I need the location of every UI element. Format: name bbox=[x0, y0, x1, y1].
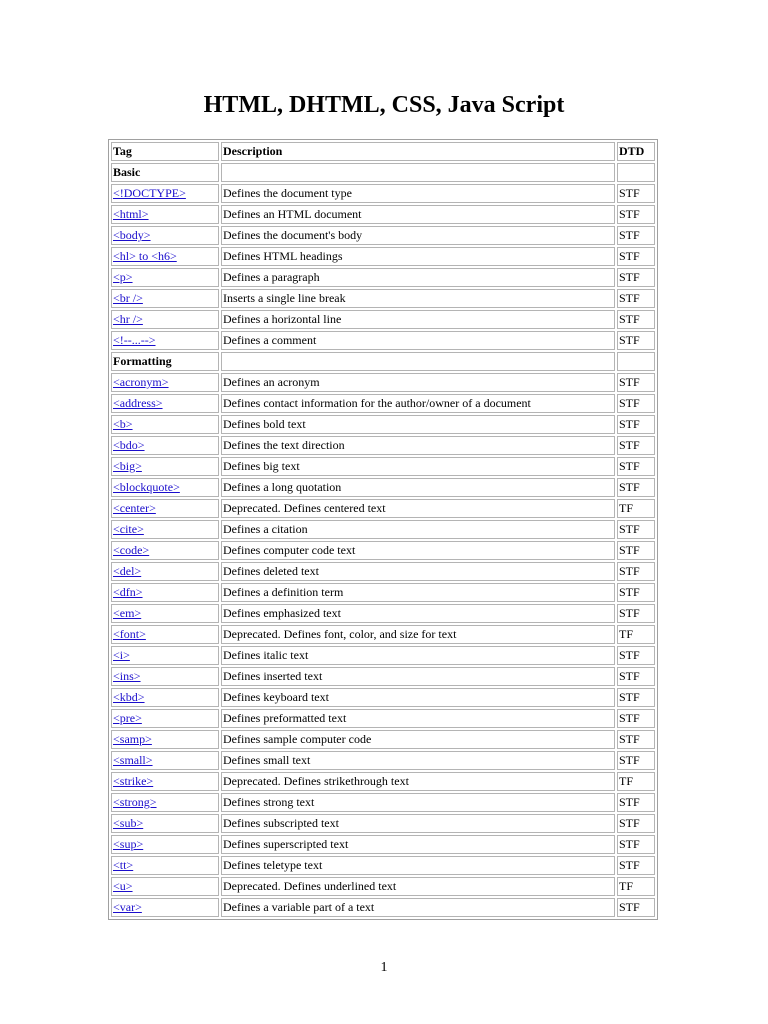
table-row bbox=[111, 520, 655, 539]
dtd-cell: STF bbox=[617, 184, 655, 203]
tag-link[interactable]: <kbd> bbox=[113, 690, 145, 704]
table-row bbox=[111, 604, 655, 623]
description-cell: Defines teletype text bbox=[221, 856, 615, 875]
description-cell: Defines strong text bbox=[221, 793, 615, 812]
tag-cell bbox=[111, 793, 219, 812]
tag-link[interactable]: <dfn> bbox=[113, 585, 143, 599]
description-cell: Deprecated. Defines font, color, and size for text bbox=[221, 625, 615, 644]
table-row bbox=[111, 835, 655, 854]
table-body bbox=[111, 142, 655, 917]
tag-cell bbox=[111, 205, 219, 224]
dtd-cell: STF bbox=[617, 457, 655, 476]
tag-link[interactable]: <body> bbox=[113, 228, 151, 242]
description-cell: Defines big text bbox=[221, 457, 615, 476]
dtd-cell: STF bbox=[617, 205, 655, 224]
table-row bbox=[111, 625, 655, 644]
tag-cell bbox=[111, 772, 219, 791]
description-cell: Defines a citation bbox=[221, 520, 615, 539]
tag-link[interactable]: <hl> to <h6> bbox=[113, 249, 177, 263]
tag-cell bbox=[111, 835, 219, 854]
description-cell: Defines a definition term bbox=[221, 583, 615, 602]
dtd-cell: STF bbox=[617, 520, 655, 539]
table-row bbox=[111, 184, 655, 203]
section-row bbox=[111, 352, 655, 371]
dtd-cell: STF bbox=[617, 835, 655, 854]
table-header-row bbox=[111, 142, 655, 161]
dtd-cell: TF bbox=[617, 625, 655, 644]
header-description: Description bbox=[221, 142, 615, 161]
tag-cell bbox=[111, 289, 219, 308]
dtd-cell: STF bbox=[617, 310, 655, 329]
section-heading: Formatting bbox=[111, 352, 219, 371]
tag-link[interactable]: <acronym> bbox=[113, 375, 169, 389]
tag-link[interactable]: <tt> bbox=[113, 858, 134, 872]
table-row bbox=[111, 562, 655, 581]
table-row bbox=[111, 247, 655, 266]
tag-cell bbox=[111, 331, 219, 350]
dtd-cell: STF bbox=[617, 751, 655, 770]
tag-link[interactable]: <code> bbox=[113, 543, 150, 557]
tag-cell bbox=[111, 604, 219, 623]
tag-link[interactable]: <hr /> bbox=[113, 312, 143, 326]
table-row bbox=[111, 793, 655, 812]
description-cell: Defines deleted text bbox=[221, 562, 615, 581]
dtd-cell: STF bbox=[617, 646, 655, 665]
dtd-cell: STF bbox=[617, 667, 655, 686]
table-row bbox=[111, 709, 655, 728]
description-cell: Defines HTML headings bbox=[221, 247, 615, 266]
tag-cell bbox=[111, 436, 219, 455]
description-cell: Defines the text direction bbox=[221, 436, 615, 455]
table-row bbox=[111, 226, 655, 245]
description-cell: Defines superscripted text bbox=[221, 835, 615, 854]
tag-cell bbox=[111, 394, 219, 413]
description-cell bbox=[221, 352, 615, 371]
tag-cell bbox=[111, 457, 219, 476]
tag-cell bbox=[111, 310, 219, 329]
description-cell: Inserts a single line break bbox=[221, 289, 615, 308]
dtd-cell: STF bbox=[617, 436, 655, 455]
tag-cell bbox=[111, 688, 219, 707]
tag-link[interactable]: <cite> bbox=[113, 522, 144, 536]
description-cell: Defines inserted text bbox=[221, 667, 615, 686]
tag-cell bbox=[111, 877, 219, 896]
tag-link[interactable]: <font> bbox=[113, 627, 146, 641]
tag-cell bbox=[111, 520, 219, 539]
tag-cell bbox=[111, 499, 219, 518]
tag-link[interactable]: <sub> bbox=[113, 816, 144, 830]
tag-cell bbox=[111, 625, 219, 644]
description-cell: Defines the document type bbox=[221, 184, 615, 203]
dtd-cell: STF bbox=[617, 814, 655, 833]
description-cell: Defines subscripted text bbox=[221, 814, 615, 833]
tag-cell bbox=[111, 184, 219, 203]
tag-link[interactable]: <!DOCTYPE> bbox=[113, 186, 186, 200]
table-row bbox=[111, 877, 655, 896]
description-cell: Defines small text bbox=[221, 751, 615, 770]
table-row bbox=[111, 268, 655, 287]
tag-link[interactable]: <html> bbox=[113, 207, 149, 221]
description-cell: Defines preformatted text bbox=[221, 709, 615, 728]
dtd-cell: STF bbox=[617, 331, 655, 350]
table-row bbox=[111, 751, 655, 770]
tag-link[interactable]: <em> bbox=[113, 606, 142, 620]
description-cell: Defines the document's body bbox=[221, 226, 615, 245]
tag-link[interactable]: <ins> bbox=[113, 669, 141, 683]
tag-link[interactable]: <del> bbox=[113, 564, 142, 578]
table-row bbox=[111, 646, 655, 665]
dtd-cell: STF bbox=[617, 289, 655, 308]
dtd-cell bbox=[617, 352, 655, 371]
tag-cell bbox=[111, 583, 219, 602]
dtd-cell: STF bbox=[617, 709, 655, 728]
tag-link[interactable]: <samp> bbox=[113, 732, 152, 746]
table-row bbox=[111, 394, 655, 413]
tag-link[interactable]: <big> bbox=[113, 459, 142, 473]
tag-cell bbox=[111, 247, 219, 266]
tag-reference-table bbox=[108, 139, 658, 920]
dtd-cell bbox=[617, 163, 655, 182]
table-row bbox=[111, 478, 655, 497]
table-row bbox=[111, 205, 655, 224]
tag-cell bbox=[111, 709, 219, 728]
table-row bbox=[111, 289, 655, 308]
tag-link[interactable]: <strike> bbox=[113, 774, 154, 788]
tag-link[interactable]: <strong> bbox=[113, 795, 157, 809]
tag-link[interactable]: <address> bbox=[113, 396, 163, 410]
description-cell: Defines italic text bbox=[221, 646, 615, 665]
tag-link[interactable]: <u> bbox=[113, 879, 133, 893]
dtd-cell: STF bbox=[617, 688, 655, 707]
header-dtd: DTD bbox=[617, 142, 655, 161]
table-row bbox=[111, 436, 655, 455]
dtd-cell: STF bbox=[617, 415, 655, 434]
table-row bbox=[111, 310, 655, 329]
description-cell: Defines sample computer code bbox=[221, 730, 615, 749]
tag-cell bbox=[111, 898, 219, 917]
tag-link[interactable]: <!--...--> bbox=[113, 333, 156, 347]
tag-cell bbox=[111, 226, 219, 245]
tag-cell bbox=[111, 814, 219, 833]
description-cell bbox=[221, 163, 615, 182]
table-row bbox=[111, 541, 655, 560]
table-row bbox=[111, 898, 655, 917]
tag-link[interactable]: <b> bbox=[113, 417, 133, 431]
description-cell: Defines computer code text bbox=[221, 541, 615, 560]
table-row bbox=[111, 688, 655, 707]
description-cell: Defines keyboard text bbox=[221, 688, 615, 707]
dtd-cell: TF bbox=[617, 499, 655, 518]
tag-cell bbox=[111, 667, 219, 686]
table-row bbox=[111, 856, 655, 875]
tag-cell bbox=[111, 268, 219, 287]
description-cell: Defines bold text bbox=[221, 415, 615, 434]
tag-cell bbox=[111, 541, 219, 560]
description-cell: Defines a paragraph bbox=[221, 268, 615, 287]
description-cell: Defines a comment bbox=[221, 331, 615, 350]
table-row bbox=[111, 814, 655, 833]
description-cell: Defines an acronym bbox=[221, 373, 615, 392]
tag-link[interactable]: <sup> bbox=[113, 837, 144, 851]
description-cell: Deprecated. Defines strikethrough text bbox=[221, 772, 615, 791]
table-row bbox=[111, 373, 655, 392]
dtd-cell: TF bbox=[617, 877, 655, 896]
tag-link[interactable]: <i> bbox=[113, 648, 130, 662]
tag-link[interactable]: <pre> bbox=[113, 711, 142, 725]
header-tag: Tag bbox=[111, 142, 219, 161]
tag-link[interactable]: <br /> bbox=[113, 291, 143, 305]
description-cell: Deprecated. Defines centered text bbox=[221, 499, 615, 518]
dtd-cell: STF bbox=[617, 268, 655, 287]
dtd-cell: STF bbox=[617, 226, 655, 245]
tag-cell bbox=[111, 730, 219, 749]
page-number: 1 bbox=[380, 960, 388, 975]
description-cell: Defines a horizontal line bbox=[221, 310, 615, 329]
dtd-cell: STF bbox=[617, 562, 655, 581]
tag-cell bbox=[111, 856, 219, 875]
page-title: HTML, DHTML, CSS, Java Script bbox=[203, 92, 565, 118]
tag-cell bbox=[111, 562, 219, 581]
tag-cell bbox=[111, 415, 219, 434]
tag-link[interactable]: <bdo> bbox=[113, 438, 145, 452]
description-cell: Deprecated. Defines underlined text bbox=[221, 877, 615, 896]
table-row bbox=[111, 331, 655, 350]
dtd-cell: STF bbox=[617, 856, 655, 875]
description-cell: Defines emphasized text bbox=[221, 604, 615, 623]
description-cell: Defines contact information for the author/owner of a document bbox=[221, 394, 615, 413]
table-row bbox=[111, 730, 655, 749]
tag-link[interactable]: <var> bbox=[113, 900, 142, 914]
dtd-cell: STF bbox=[617, 478, 655, 497]
table-row bbox=[111, 772, 655, 791]
table-row bbox=[111, 415, 655, 434]
dtd-cell: STF bbox=[617, 604, 655, 623]
tag-link[interactable]: <blockquote> bbox=[113, 480, 180, 494]
dtd-cell: STF bbox=[617, 247, 655, 266]
table-row bbox=[111, 457, 655, 476]
dtd-cell: STF bbox=[617, 373, 655, 392]
dtd-cell: STF bbox=[617, 541, 655, 560]
section-row bbox=[111, 163, 655, 182]
dtd-cell: TF bbox=[617, 772, 655, 791]
section-heading: Basic bbox=[111, 163, 219, 182]
tag-link[interactable]: <p> bbox=[113, 270, 133, 284]
table-row bbox=[111, 583, 655, 602]
table-row bbox=[111, 499, 655, 518]
tag-link[interactable]: <center> bbox=[113, 501, 156, 515]
dtd-cell: STF bbox=[617, 898, 655, 917]
tag-link[interactable]: <small> bbox=[113, 753, 153, 767]
description-cell: Defines a long quotation bbox=[221, 478, 615, 497]
dtd-cell: STF bbox=[617, 394, 655, 413]
dtd-cell: STF bbox=[617, 793, 655, 812]
description-cell: Defines a variable part of a text bbox=[221, 898, 615, 917]
tag-cell bbox=[111, 646, 219, 665]
tag-cell bbox=[111, 373, 219, 392]
dtd-cell: STF bbox=[617, 730, 655, 749]
tag-cell bbox=[111, 751, 219, 770]
tag-cell bbox=[111, 478, 219, 497]
description-cell: Defines an HTML document bbox=[221, 205, 615, 224]
table-row bbox=[111, 667, 655, 686]
dtd-cell: STF bbox=[617, 583, 655, 602]
